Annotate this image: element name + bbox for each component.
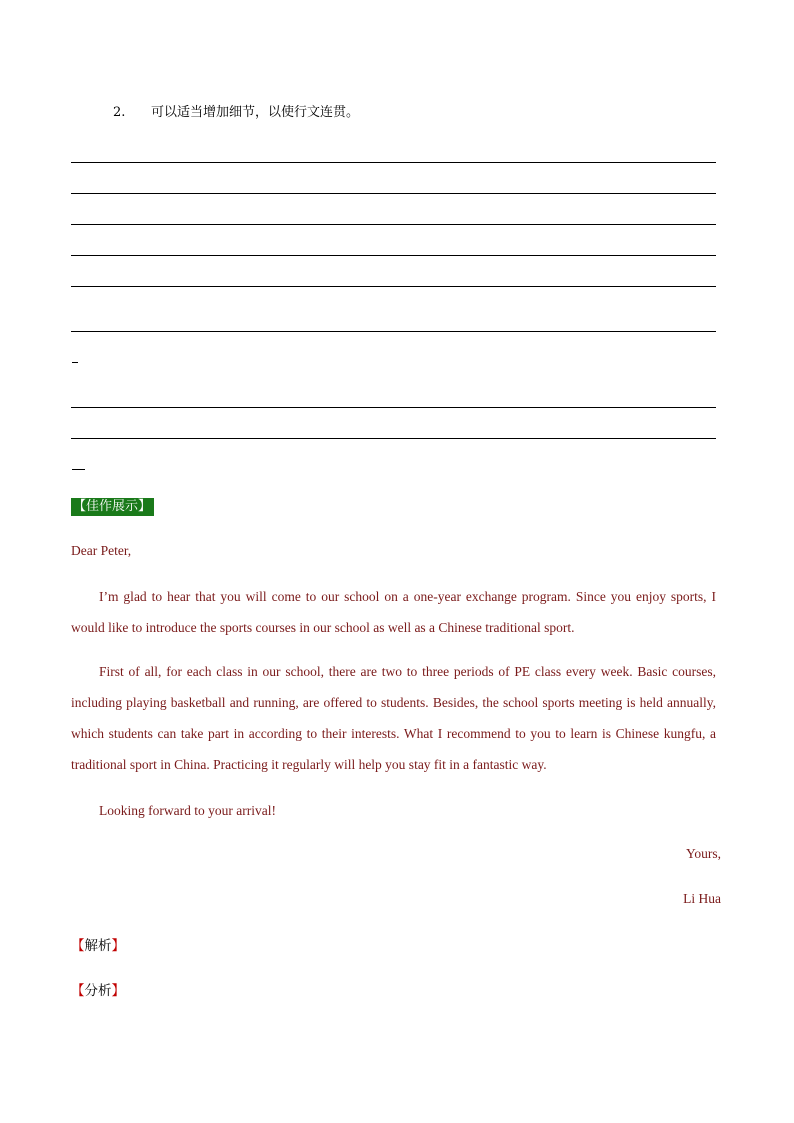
short-dash (72, 469, 85, 470)
requirement-number: 2. (113, 105, 126, 120)
best-essay-tag: 【佳作展示】 (71, 498, 154, 516)
letter-paragraph: I’m glad to hear that you will come to our school on a one-year exchange program. Since you enjoy sports, I would like to introduce the sports courses in our school as well as a Chinese traditional sport. (71, 589, 716, 635)
requirement-text: 可以适当增加细节，以使行文连贯。 (151, 105, 360, 120)
answer-line (71, 255, 716, 256)
bracket-open: 【 (71, 938, 85, 954)
bracket-open: 【 (71, 983, 85, 999)
analysis-tag (71, 934, 125, 954)
answer-line (71, 331, 716, 332)
bracket-close: 】 (111, 983, 125, 999)
answer-line (71, 407, 716, 408)
fenxi-label: 分析 (84, 983, 112, 999)
letter-paragraph: First of all, for each class in our school, there are two to three periods of PE class every week. Basic courses, including playing basketball and running, are offered to students. Besides, the school sports meeting is held annually, which students can take part in according to their interests. What I recommend to you to learn is Chinese kungfu, a traditional sport in China. Practicing it regularly will help you stay fit in a fantastic way. (71, 664, 716, 772)
bracket-close: 】 (111, 938, 125, 954)
letter-paragraph: Looking forward to your arrival! (99, 803, 276, 818)
analysis-label: 解析 (84, 938, 112, 954)
requirement-item (113, 101, 359, 120)
answer-line (71, 286, 716, 287)
answer-line (71, 224, 716, 225)
letter-signature: Li Hua (683, 891, 721, 906)
fenxi-tag (71, 979, 125, 999)
answer-line (71, 193, 716, 194)
short-dash (72, 362, 78, 363)
answer-line (71, 438, 716, 439)
letter-greeting: Dear Peter, (71, 543, 132, 558)
letter-closing: Yours, (685, 846, 721, 861)
answer-line (71, 162, 716, 163)
